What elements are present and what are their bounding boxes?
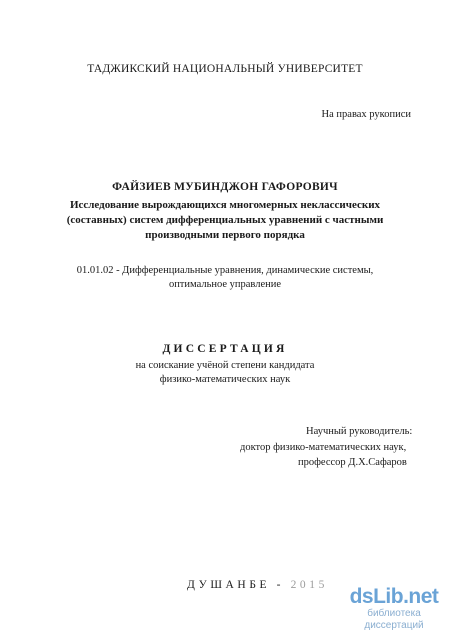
degree-sought <box>0 359 450 387</box>
title-line: Исследование вырождающихся многомерных неклассических <box>69 199 381 211</box>
title-line: производными первого порядка <box>145 229 305 241</box>
city-year <box>187 579 328 591</box>
dslib-subtitle: библиотека диссертаций <box>364 608 424 631</box>
document-type-heading: ДИССЕРТАЦИЯ <box>162 343 288 355</box>
title-line: (составных) систем дифференциальных уравнений с частными <box>66 214 384 226</box>
city-name: ДУШАНБЕ - <box>187 579 285 591</box>
supervisor-name: профессор Д.Х.Сафаров <box>298 457 407 468</box>
supervisor-degree: доктор физико-математических наук, <box>240 441 407 453</box>
manuscript-rights-note: На правах рукописи <box>321 109 411 120</box>
supervisor-label: Научный руководитель: <box>306 426 413 437</box>
year: 2015 <box>290 579 328 591</box>
dissertation-title <box>0 198 450 243</box>
specialty-code <box>0 264 450 292</box>
specialty-line: оптимальное управление <box>168 279 282 290</box>
degree-line: физико-математических наук <box>159 374 291 385</box>
author-name: ФАЙЗИЕВ МУБИНДЖОН ГАФОРОВИЧ <box>112 181 338 193</box>
supervisor-block <box>240 424 412 471</box>
degree-line: на соискание учёной степени кандидата <box>135 360 315 371</box>
specialty-line: 01.01.02 - Дифференциальные уравнения, динамические системы, <box>76 265 374 276</box>
dslib-watermark <box>345 585 443 631</box>
university-name: ТАДЖИКСКИЙ НАЦИОНАЛЬНЫЙ УНИВЕРСИТЕТ <box>87 63 363 75</box>
dslib-logo: dsLib.net <box>349 585 439 608</box>
